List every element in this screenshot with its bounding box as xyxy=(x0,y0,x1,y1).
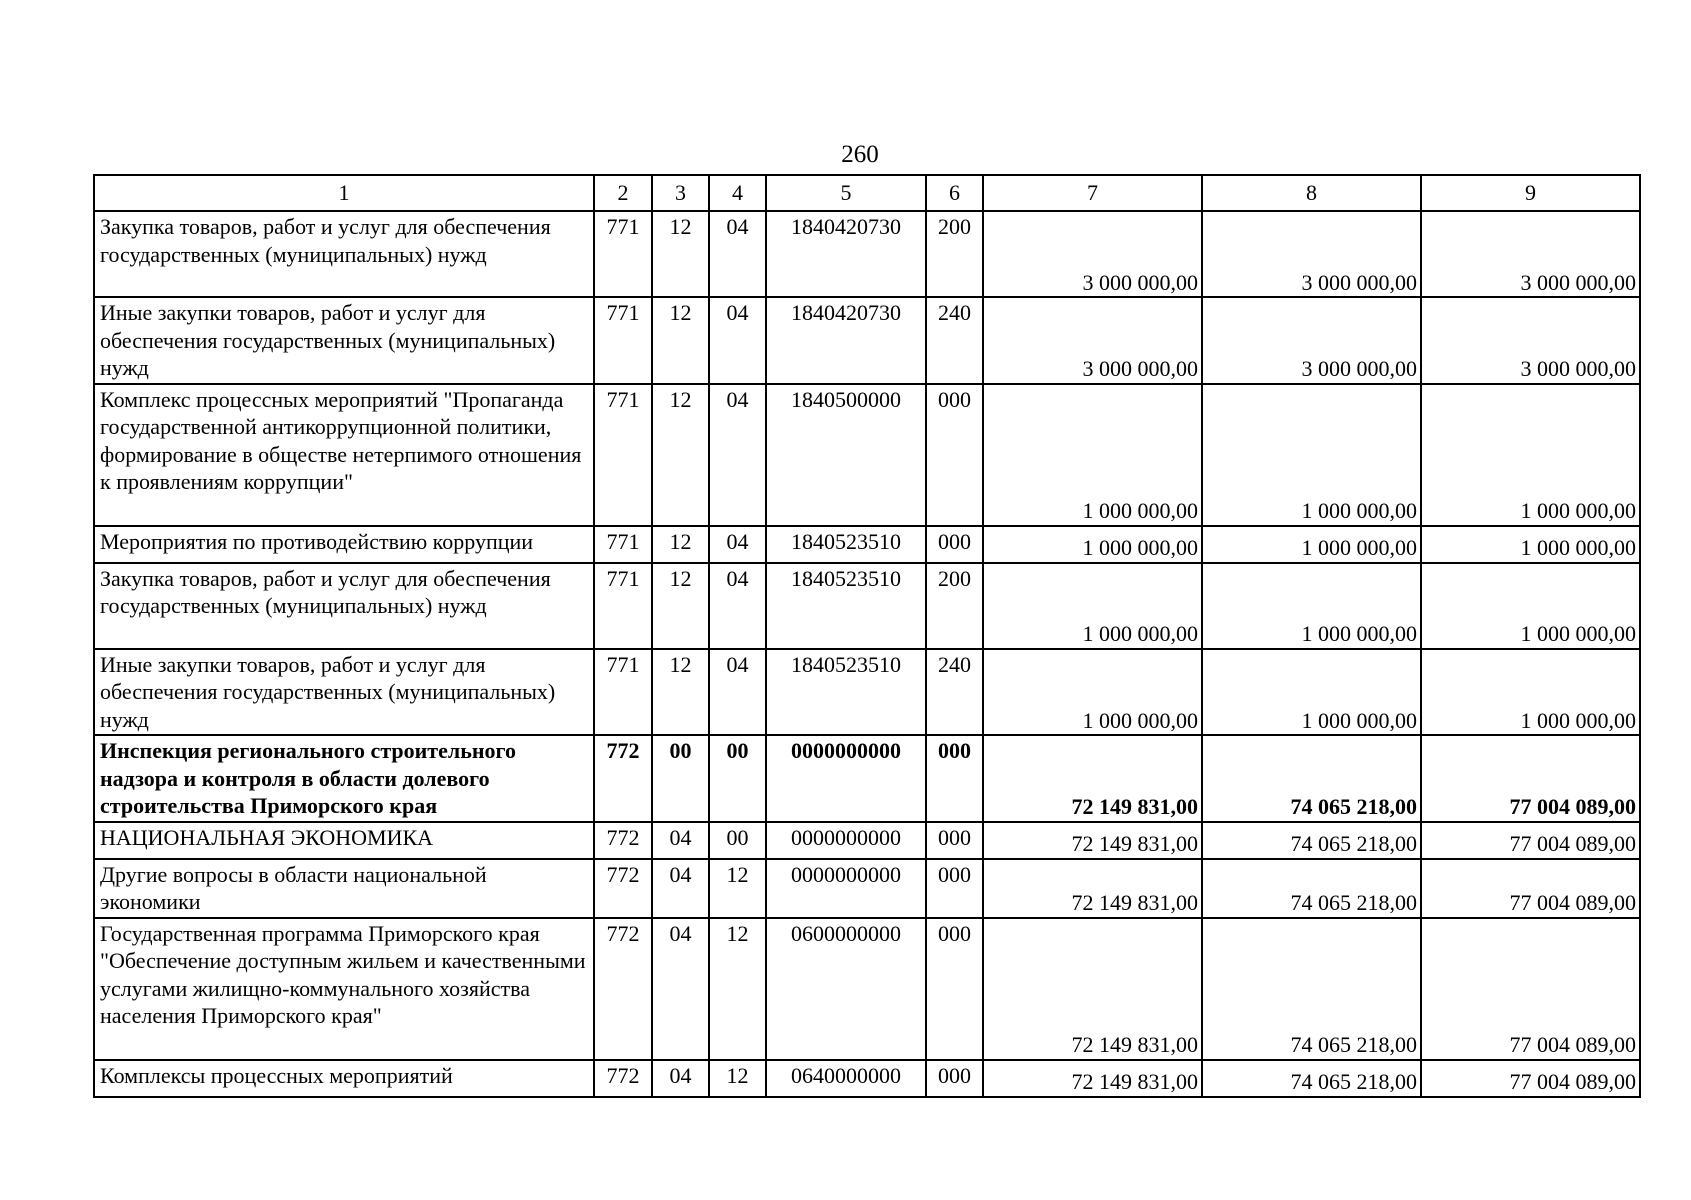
header-col-9: 9 xyxy=(1421,175,1640,211)
amount-col-7: 1 000 000,00 xyxy=(983,563,1202,649)
header-col-2: 2 xyxy=(594,175,652,211)
row-name: Комплексы процессных мероприятий xyxy=(94,1060,594,1097)
section-code: 12 xyxy=(652,211,709,297)
subsection-code: 04 xyxy=(709,384,766,526)
target-article-code: 0640000000 xyxy=(766,1060,926,1097)
amount-col-9: 1 000 000,00 xyxy=(1421,563,1640,649)
amount-col-7: 72 149 831,00 xyxy=(983,822,1202,859)
expense-type-code: 000 xyxy=(926,526,983,563)
amount-col-9: 77 004 089,00 xyxy=(1421,822,1640,859)
amount-col-8: 3 000 000,00 xyxy=(1202,211,1421,297)
target-article-code: 0000000000 xyxy=(766,822,926,859)
amount-col-9: 3 000 000,00 xyxy=(1421,211,1640,297)
expense-type-code: 000 xyxy=(926,859,983,918)
expense-type-code: 000 xyxy=(926,384,983,526)
section-code: 04 xyxy=(652,859,709,918)
table-row xyxy=(94,649,1640,736)
row-name: Иные закупки товаров, работ и услуг для обеспечения государственных (муниципальных) нужд xyxy=(94,649,594,736)
section-code: 12 xyxy=(652,563,709,649)
amount-col-8: 74 065 218,00 xyxy=(1202,1060,1421,1097)
section-code: 04 xyxy=(652,1060,709,1097)
target-article-code: 1840420730 xyxy=(766,211,926,297)
amount-col-8: 74 065 218,00 xyxy=(1202,859,1421,918)
row-name: Инспекция регионального строительного надзора и контроля в области долевого строительства Приморского края xyxy=(94,735,594,822)
section-code: 12 xyxy=(652,649,709,736)
amount-col-7: 1 000 000,00 xyxy=(983,384,1202,526)
expense-type-code: 000 xyxy=(926,735,983,822)
amount-col-7: 1 000 000,00 xyxy=(983,526,1202,563)
subsection-code: 12 xyxy=(709,918,766,1060)
row-name: Закупка товаров, работ и услуг для обеспечения государственных (муниципальных) нужд xyxy=(94,211,594,297)
section-code: 12 xyxy=(652,384,709,526)
expense-type-code: 000 xyxy=(926,918,983,1060)
expense-type-code: 000 xyxy=(926,822,983,859)
row-name: Закупка товаров, работ и услуг для обеспечения государственных (муниципальных) нужд xyxy=(94,563,594,649)
section-code: 04 xyxy=(652,918,709,1060)
amount-col-8: 3 000 000,00 xyxy=(1202,297,1421,384)
table-row xyxy=(94,1060,1640,1097)
header-col-5: 5 xyxy=(766,175,926,211)
amount-col-9: 77 004 089,00 xyxy=(1421,859,1640,918)
admin-code: 772 xyxy=(594,859,652,918)
table-row xyxy=(94,563,1640,649)
row-name: Другие вопросы в области национальной экономики xyxy=(94,859,594,918)
admin-code: 771 xyxy=(594,297,652,384)
admin-code: 771 xyxy=(594,649,652,736)
target-article-code: 0000000000 xyxy=(766,859,926,918)
admin-code: 772 xyxy=(594,918,652,1060)
row-name: Мероприятия по противодействию коррупции xyxy=(94,526,594,563)
admin-code: 772 xyxy=(594,1060,652,1097)
admin-code: 771 xyxy=(594,526,652,563)
subsection-code: 04 xyxy=(709,649,766,736)
target-article-code: 1840523510 xyxy=(766,649,926,736)
target-article-code: 1840523510 xyxy=(766,563,926,649)
subsection-code: 00 xyxy=(709,735,766,822)
subsection-code: 04 xyxy=(709,563,766,649)
expense-type-code: 200 xyxy=(926,211,983,297)
subsection-code: 04 xyxy=(709,526,766,563)
admin-code: 772 xyxy=(594,822,652,859)
expense-type-code: 000 xyxy=(926,1060,983,1097)
amount-col-7: 72 149 831,00 xyxy=(983,735,1202,822)
table-row xyxy=(94,859,1640,918)
header-col-7: 7 xyxy=(983,175,1202,211)
subsection-code: 12 xyxy=(709,859,766,918)
row-name: Иные закупки товаров, работ и услуг для обеспечения государственных (муниципальных) нужд xyxy=(94,297,594,384)
amount-col-9: 77 004 089,00 xyxy=(1421,735,1640,822)
amount-col-7: 72 149 831,00 xyxy=(983,859,1202,918)
target-article-code: 0000000000 xyxy=(766,735,926,822)
amount-col-8: 1 000 000,00 xyxy=(1202,526,1421,563)
amount-col-9: 1 000 000,00 xyxy=(1421,384,1640,526)
expense-type-code: 240 xyxy=(926,649,983,736)
subsection-code: 04 xyxy=(709,211,766,297)
amount-col-7: 1 000 000,00 xyxy=(983,649,1202,736)
amount-col-9: 77 004 089,00 xyxy=(1421,1060,1640,1097)
amount-col-7: 3 000 000,00 xyxy=(983,297,1202,384)
table-row xyxy=(94,384,1640,526)
amount-col-7: 72 149 831,00 xyxy=(983,1060,1202,1097)
table-row xyxy=(94,211,1640,297)
header-col-6: 6 xyxy=(926,175,983,211)
admin-code: 771 xyxy=(594,384,652,526)
amount-col-9: 1 000 000,00 xyxy=(1421,526,1640,563)
target-article-code: 1840420730 xyxy=(766,297,926,384)
amount-col-8: 74 065 218,00 xyxy=(1202,822,1421,859)
subsection-code: 00 xyxy=(709,822,766,859)
target-article-code: 0600000000 xyxy=(766,918,926,1060)
table-row xyxy=(94,297,1640,384)
expense-type-code: 200 xyxy=(926,563,983,649)
subsection-code: 04 xyxy=(709,297,766,384)
amount-col-7: 3 000 000,00 xyxy=(983,211,1202,297)
amount-col-8: 74 065 218,00 xyxy=(1202,918,1421,1060)
admin-code: 771 xyxy=(594,211,652,297)
header-col-8: 8 xyxy=(1202,175,1421,211)
table-row xyxy=(94,526,1640,563)
expense-type-code: 240 xyxy=(926,297,983,384)
section-code: 12 xyxy=(652,297,709,384)
row-name: НАЦИОНАЛЬНАЯ ЭКОНОМИКА xyxy=(94,822,594,859)
row-name: Государственная программа Приморского края "Обеспечение доступным жильем и качественными услугами жилищно-коммунального хозяйства населения Приморского края" xyxy=(94,918,594,1060)
amount-col-9: 1 000 000,00 xyxy=(1421,649,1640,736)
table-row xyxy=(94,735,1640,822)
amount-col-9: 77 004 089,00 xyxy=(1421,918,1640,1060)
row-name: Комплекс процессных мероприятий "Пропаганда государственной антикоррупционной политики, формирование в обществе нетерпимого отношения к проявлениям коррупции" xyxy=(94,384,594,526)
table-row xyxy=(94,918,1640,1060)
admin-code: 772 xyxy=(594,735,652,822)
admin-code: 771 xyxy=(594,563,652,649)
section-code: 04 xyxy=(652,822,709,859)
target-article-code: 1840500000 xyxy=(766,384,926,526)
table-row xyxy=(94,822,1640,859)
amount-col-9: 3 000 000,00 xyxy=(1421,297,1640,384)
header-col-4: 4 xyxy=(709,175,766,211)
header-col-1: 1 xyxy=(94,175,594,211)
section-code: 00 xyxy=(652,735,709,822)
budget-table xyxy=(93,174,1641,1098)
amount-col-8: 1 000 000,00 xyxy=(1202,563,1421,649)
amount-col-8: 1 000 000,00 xyxy=(1202,384,1421,526)
section-code: 12 xyxy=(652,526,709,563)
target-article-code: 1840523510 xyxy=(766,526,926,563)
header-col-3: 3 xyxy=(652,175,709,211)
amount-col-8: 1 000 000,00 xyxy=(1202,649,1421,736)
subsection-code: 12 xyxy=(709,1060,766,1097)
amount-col-7: 72 149 831,00 xyxy=(983,918,1202,1060)
header-row xyxy=(94,175,1640,211)
page-number: 260 xyxy=(841,141,879,168)
amount-col-8: 74 065 218,00 xyxy=(1202,735,1421,822)
